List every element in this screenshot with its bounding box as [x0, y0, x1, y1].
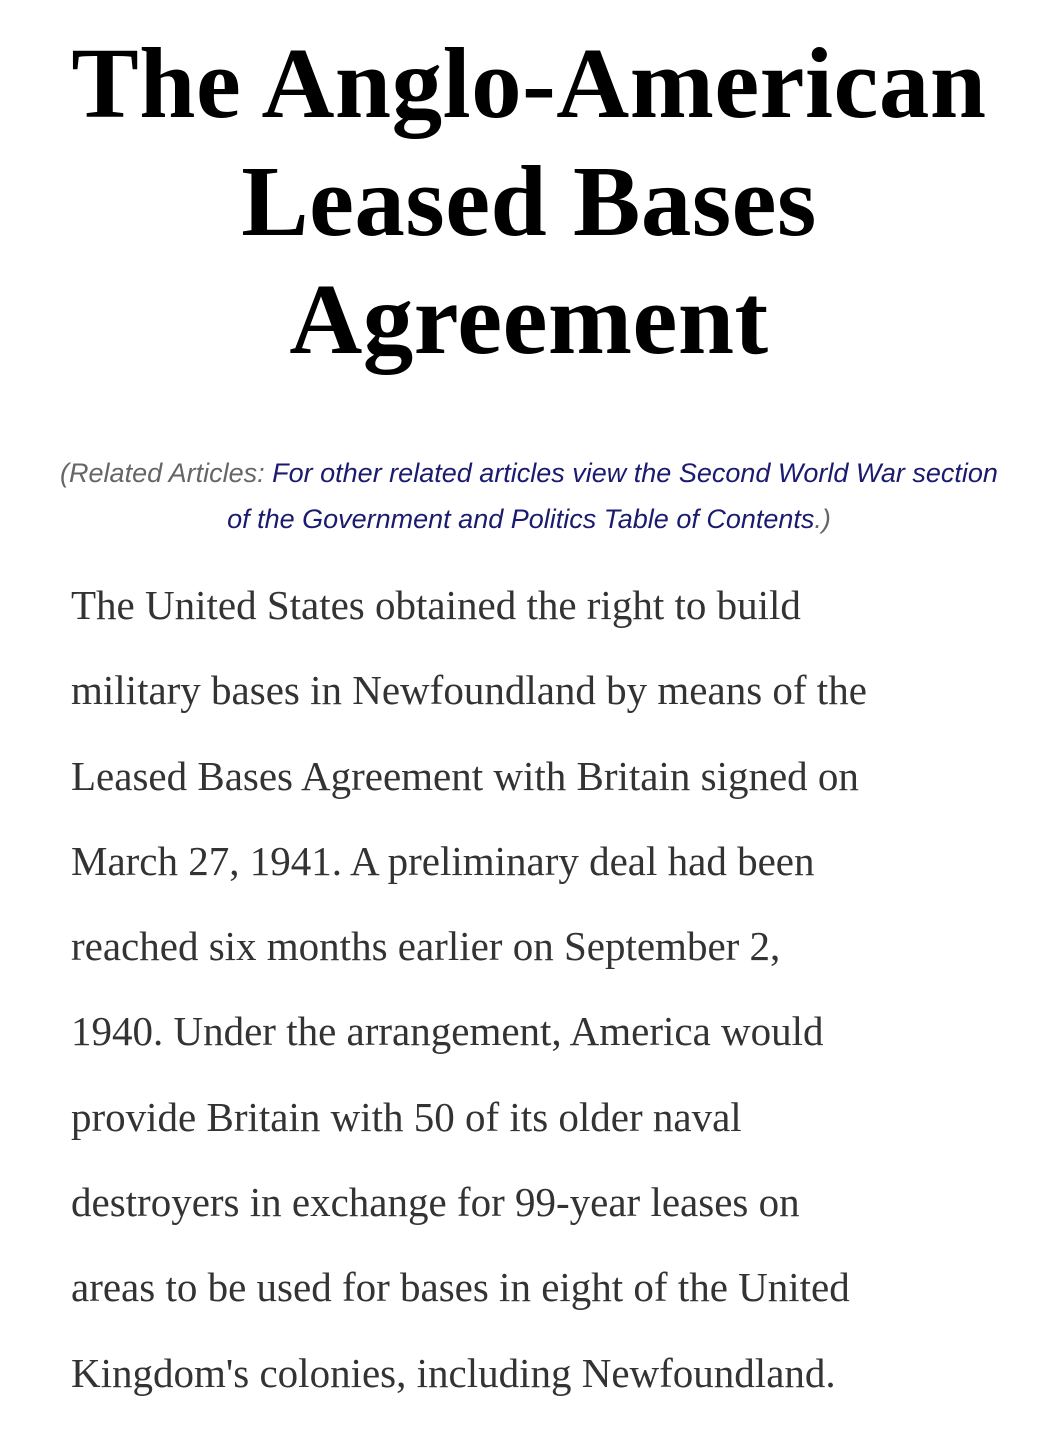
title-line: The Anglo-American [71, 27, 987, 139]
body-line: 1940. Under the arrangement, America would [71, 1008, 824, 1055]
body-line: Leased Bases Agreement with Britain signed on [71, 752, 859, 799]
page-title [0, 24, 1058, 378]
body-line: Kingdom's colonies, including Newfoundland. [71, 1349, 836, 1396]
related-articles-label: Related Articles: [69, 458, 273, 488]
related-period: . [814, 504, 822, 534]
related-open-paren: ( [60, 458, 70, 488]
body-line: March 27, 1941. A preliminary deal had been [71, 837, 815, 884]
body-line: provide Britain with 50 of its older naval [71, 1093, 742, 1140]
body-line: The United States obtained the right to build [71, 582, 801, 628]
body-line: areas to be used for bases in eight of the United [71, 1264, 850, 1311]
related-articles-note [60, 450, 998, 542]
body-line: military bases in Newfoundland by means of the [71, 667, 867, 714]
body-line: destroyers in exchange for 99-year leases on [71, 1179, 800, 1226]
related-close-paren: ) [821, 504, 831, 534]
title-line: Agreement [289, 263, 769, 375]
related-articles-link[interactable]: For other related articles view the Second World War section of the Government and Politics Table of Contents [227, 458, 998, 534]
title-line: Leased Bases [241, 145, 817, 257]
body-line: reached six months earlier on September 2, [71, 923, 781, 970]
article-body [71, 563, 1011, 1416]
